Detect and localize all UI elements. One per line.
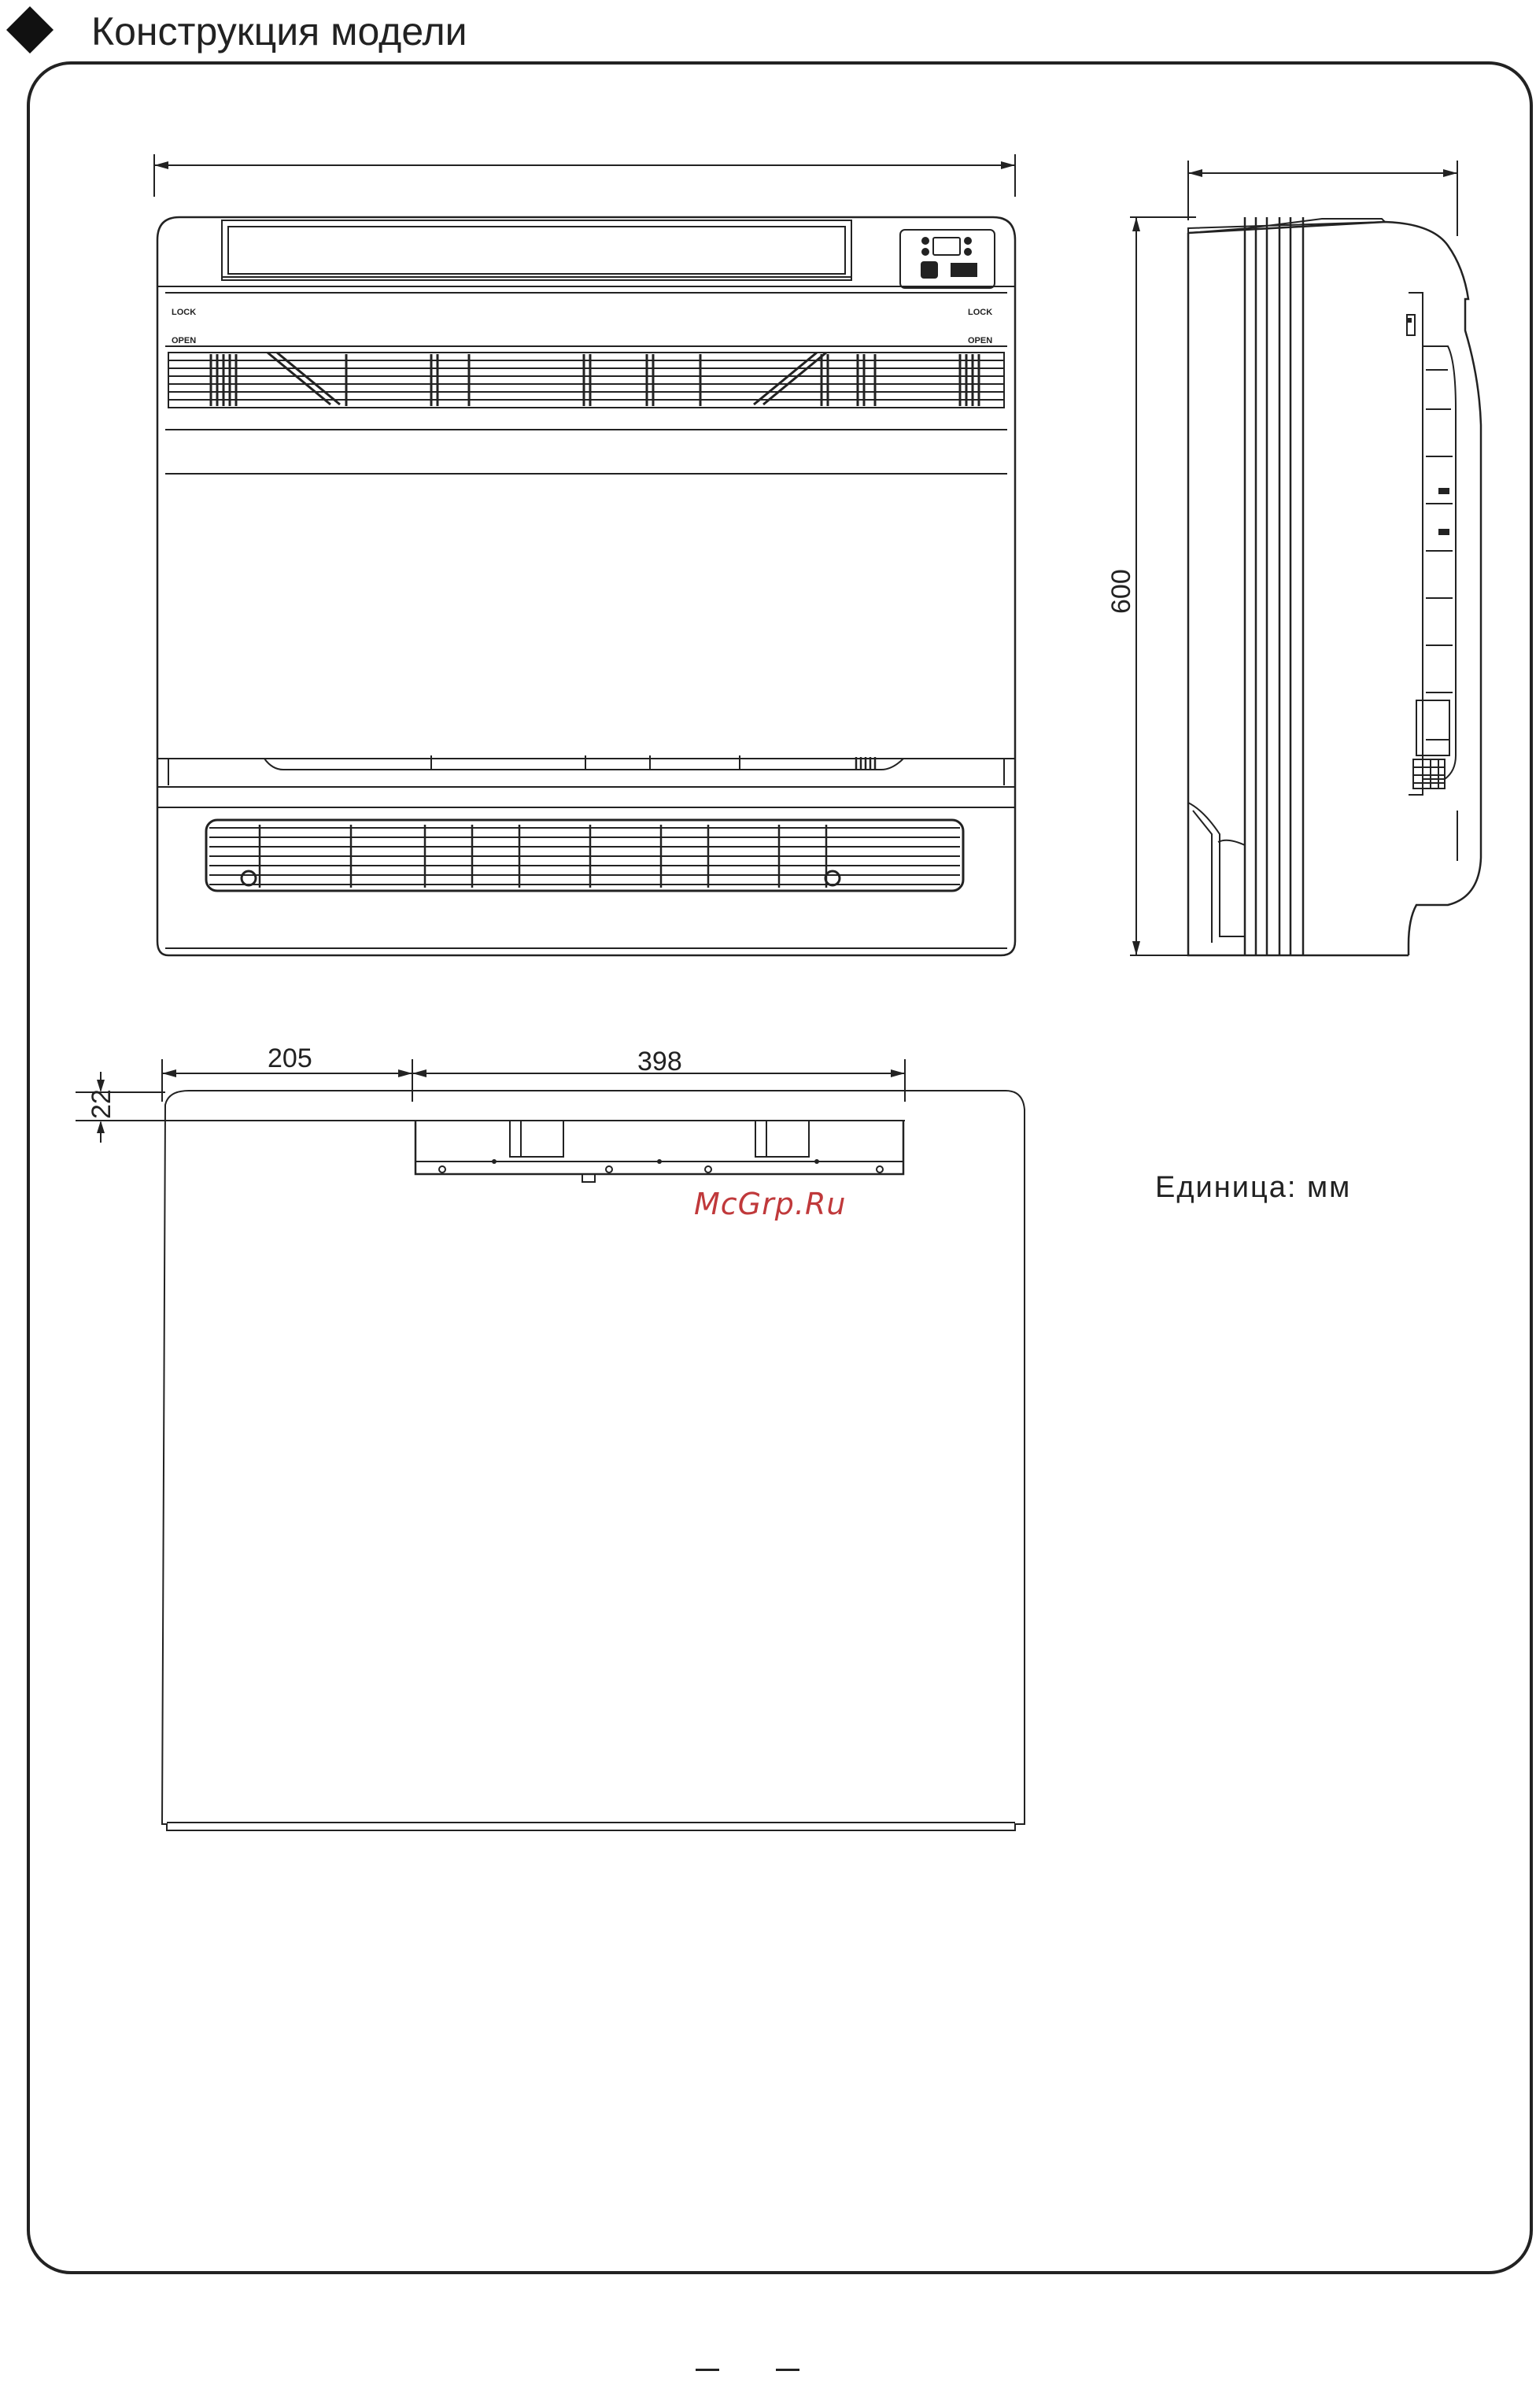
height-dimension-label: 600 xyxy=(1106,569,1136,614)
front-width-dimension xyxy=(154,154,1015,197)
gap-dimension-label: 22 xyxy=(87,1089,116,1119)
page-number-mark-left xyxy=(696,2361,719,2371)
upper-air-grille xyxy=(168,353,1004,408)
units-label: Единица: мм xyxy=(1155,1171,1352,1204)
open-label-right: OPEN xyxy=(968,336,993,345)
page-number-mark-right xyxy=(776,2361,799,2371)
page-title: Конструкция модели xyxy=(91,9,467,54)
open-label-left: OPEN xyxy=(172,336,197,345)
mounting-plate-view xyxy=(76,1043,1025,1830)
offset-dimension-label: 205 xyxy=(268,1043,312,1073)
display-panel xyxy=(900,230,995,288)
front-view xyxy=(154,154,1015,955)
lower-air-grille xyxy=(206,820,963,891)
side-height-dimension xyxy=(1106,217,1196,955)
watermark: McGrp.Ru xyxy=(694,1187,847,1221)
plate-width-dimension-label: 398 xyxy=(637,1047,682,1077)
mounting-bracket xyxy=(415,1121,903,1182)
lock-label-right: LOCK xyxy=(968,308,993,317)
side-view xyxy=(1106,161,1481,955)
lock-label-left: LOCK xyxy=(172,308,197,317)
